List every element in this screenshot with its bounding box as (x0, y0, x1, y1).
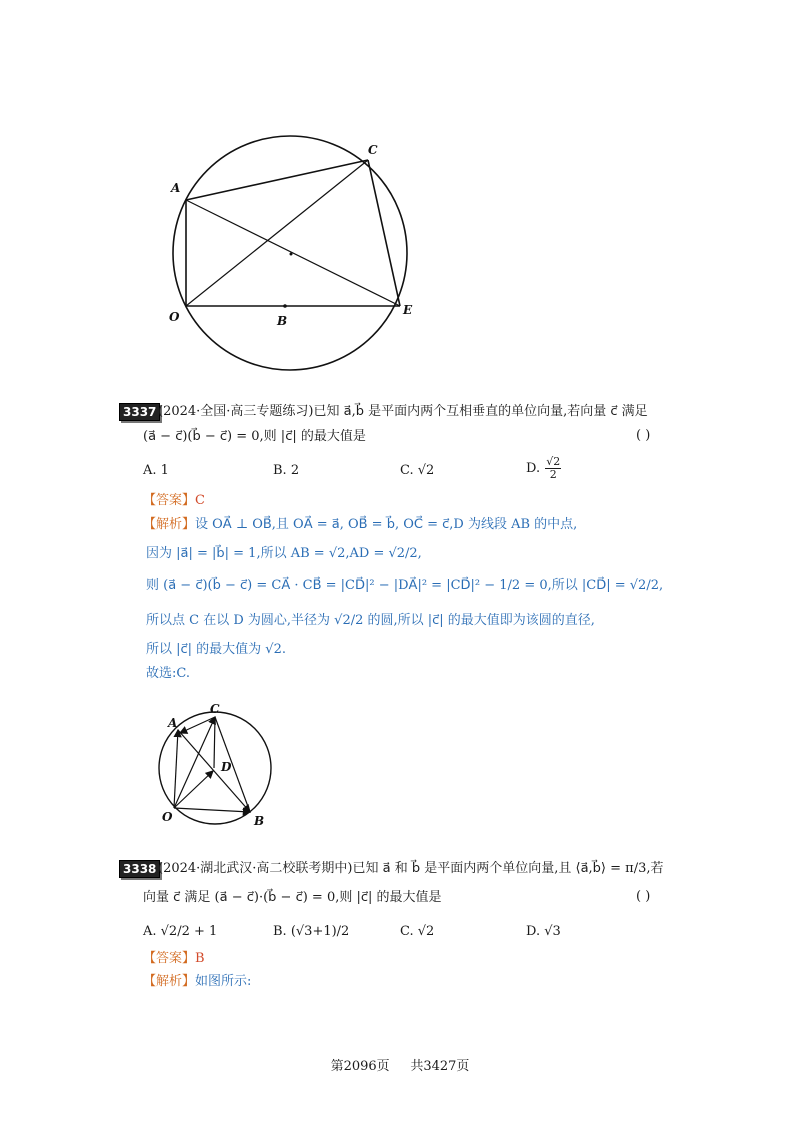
analysis-line-4: 所以点 C 在以 D 为圆心,半径为 √2/2 的圆,所以 |c⃗| 的最大值即为该圆的直径, (146, 613, 595, 628)
question-number: 3338 (119, 860, 160, 878)
label-O: O (162, 810, 173, 824)
page-footer (0, 1055, 800, 1074)
analysis-line-1 (143, 516, 577, 534)
analysis-line-3: 则 (a⃗ − c⃗)(b⃗ − c⃗) = CA⃗ · CB⃗ = |CD⃗|² − |DA⃗|² = |CD⃗|² − 1/2 = 0,所以 |CD⃗| = √2/2, (146, 578, 664, 593)
label-C: C (210, 702, 220, 716)
answer-value: C (195, 493, 205, 508)
answer-tag: 【答案】 (143, 493, 196, 508)
figure-circle-vectors (155, 698, 285, 833)
label-B: B (277, 314, 288, 328)
answer-paren: ( ) (636, 889, 651, 904)
question-stem: (2024·全国·高三专题练习)已知 a⃗,b⃗ 是平面内两个互相垂直的单位向量,若向量 c⃗ 满足 (158, 404, 648, 419)
label-D: D (221, 760, 232, 774)
answer-paren: ( ) (636, 428, 651, 443)
question-number: 3337 (119, 403, 160, 421)
page-number: 第2096页 (330, 1059, 390, 1074)
vector-OB (174, 808, 250, 812)
option-b: B. 2 (273, 463, 300, 478)
option-d-den: 2 (549, 468, 557, 481)
answer-tag: 【答案】 (143, 951, 196, 966)
segment-OC (186, 160, 368, 306)
vector-CA (180, 717, 215, 733)
question-stem-2: 向量 c⃗ 满足 (a⃗ − c⃗)·(b⃗ − c⃗) = 0,则 |c⃗| 的最大值是 (143, 890, 442, 905)
question-stem-2: (a⃗ − c⃗)(b⃗ − c⃗) = 0,则 |c⃗| 的最大值是 (143, 429, 366, 444)
vector-CD (214, 717, 215, 768)
option-c: C. √2 (400, 463, 435, 478)
label-A: A (171, 181, 181, 195)
label-E: E (403, 303, 413, 317)
vector-OC (174, 717, 215, 808)
option-a: A. √2/2 + 1 (143, 924, 218, 939)
answer-value: B (195, 951, 205, 966)
analysis-text-1: 如图所示: (195, 974, 252, 989)
figure-circle-quadrilateral (160, 135, 450, 380)
option-d-fraction (545, 456, 561, 481)
label-O: O (169, 310, 180, 324)
point-B (283, 304, 287, 308)
analysis-line-6: 故选:C. (146, 666, 190, 681)
question-stem: (2024·湖北武汉·高二校联考期中)已知 a⃗ 和 b⃗ 是平面内两个单位向量,且 ⟨a⃗,b⃗⟩ = π/3,若 (158, 861, 664, 876)
option-a: A. 1 (143, 463, 169, 478)
segment-CE (368, 160, 400, 306)
analysis-tag: 【解析】 (143, 517, 196, 532)
label-A: A (168, 716, 178, 730)
point-center (290, 253, 293, 256)
answer-line (143, 492, 205, 510)
segment-AE (186, 200, 400, 306)
vector-OD (174, 771, 213, 808)
page-total: 共3427页 (410, 1059, 470, 1074)
option-d-num: √2 (546, 455, 561, 468)
vector-OA (174, 730, 178, 808)
option-d (526, 456, 562, 481)
option-b: B. (√3+1)/2 (273, 924, 350, 939)
option-c: C. √2 (400, 924, 435, 939)
analysis-line-5: 所以 |c⃗| 的最大值为 √2. (146, 642, 286, 657)
analysis-text-1: 设 OA⃗ ⊥ OB⃗,且 OA⃗ = a⃗, OB⃗ = b⃗, OC⃗ = c⃗,D 为线段 AB 的中点, (195, 517, 578, 532)
label-C: C (368, 143, 378, 157)
analysis-tag: 【解析】 (143, 974, 196, 989)
option-d: D. √3 (526, 924, 561, 939)
analysis-line-1 (143, 973, 251, 991)
answer-line (143, 950, 205, 968)
label-B: B (254, 814, 265, 828)
option-d-prefix: D. (526, 461, 541, 476)
analysis-line-2: 因为 |a⃗| = |b⃗| = 1,所以 AB = √2,AD = √2/2, (146, 546, 422, 561)
segment-AC (186, 160, 368, 200)
